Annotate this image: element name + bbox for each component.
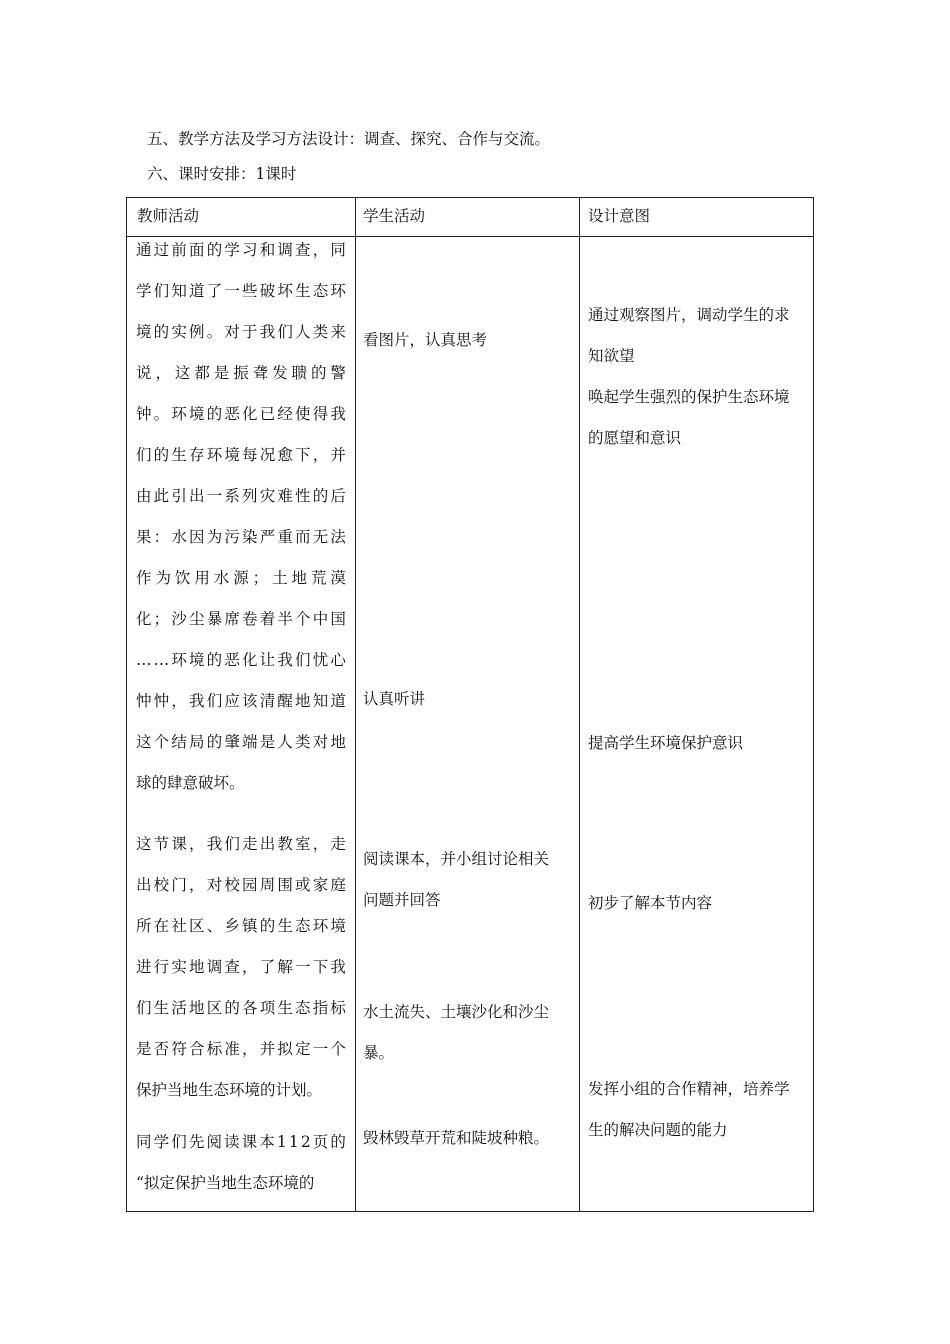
text-line: 果 ： 水 因 为 污 染 严 重 而 无 法 <box>136 528 346 546</box>
header-student-activity: 学生活动 <box>363 207 426 225</box>
lesson-table <box>126 197 814 1212</box>
text-line: 看图片，认真思考 <box>363 331 488 349</box>
text-line: 这 个 结 局 的 肇 端 是 人 类 对 地 <box>136 733 346 751</box>
design-intent <box>588 1069 790 1151</box>
text-line: 所 在 社 区 、 乡 镇 的 生 态 环 境 <box>136 917 346 935</box>
text-line: 发挥小组的合作精神，培养学 <box>588 1080 790 1098</box>
text-line: 水土流失、土壤沙化和沙尘 <box>363 1003 550 1021</box>
text-line: 暴。 <box>363 1044 395 1062</box>
text-line: 阅读课本，并小组讨论相关 <box>363 850 550 868</box>
text-line: 这 节 课 ， 我 们 走 出 教 室 ， 走 <box>136 835 346 853</box>
text-line: 的愿望和意识 <box>588 429 682 447</box>
text-line: 出 校 门 ， 对 校 园 周 围 或 家 庭 <box>136 876 346 894</box>
schedule-paragraph: 六、课时安排：1课时 <box>147 165 297 183</box>
design-intent <box>588 883 712 924</box>
text-line: 提高学生环境保护意识 <box>588 734 744 752</box>
text-line: 们 生 活 地 区 的 各 项 生 态 指 标 <box>136 999 346 1017</box>
header-design-intent: 设计意图 <box>588 207 651 225</box>
text-line: 通过观察图片，调动学生的求 <box>588 306 790 324</box>
text-line: 毁林毁草开荒和陡坡种粮。 <box>363 1129 550 1147</box>
text-line: 忡 忡 ， 我 们 应 该 清 醒 地 知 道 <box>136 692 346 710</box>
teacher-activity-block <box>136 1122 346 1204</box>
text-line: 是 否 符 合 标 准 ， 并 拟 定 一 个 <box>136 1040 346 1058</box>
design-intent <box>588 723 743 764</box>
design-intent <box>588 295 790 459</box>
text-line: 保护当地生态环境的计划。 <box>136 1081 323 1099</box>
text-line: … … 环 境 的 恶 化 让 我 们 忧 心 <box>136 651 346 669</box>
text-line: 由 此 引 出 一 系 列 灾 难 性 的 后 <box>136 487 346 505</box>
student-activity <box>363 992 549 1074</box>
student-activity <box>363 679 425 720</box>
column-divider <box>355 198 356 1211</box>
text-line: 初步了解本节内容 <box>588 894 713 912</box>
text-line: 钟 。 环 境 的 恶 化 已 经 使 得 我 <box>136 405 346 423</box>
text-line: 通 过 前 面 的 学 习 和 调 查 ， 同 <box>136 241 346 259</box>
text-line: 进 行 实 地 调 查 ， 了 解 一 下 我 <box>136 958 346 976</box>
text-line: 学 们 知 道 了 一 些 破 坏 生 态 环 <box>136 282 346 300</box>
text-line: 认真听讲 <box>363 690 426 708</box>
text-line: 知欲望 <box>588 347 635 365</box>
student-activity <box>363 320 487 361</box>
text-line: 作 为 饮 用 水 源 ； 土 地 荒 漠 <box>136 569 346 587</box>
teacher-activity-block <box>136 824 346 1111</box>
student-activity <box>363 1118 549 1159</box>
teacher-activity-block <box>136 230 346 804</box>
text-line: 唤起学生强烈的保护生态环境 <box>588 388 790 406</box>
text-line: 同 学 们 先 阅 读 课 本 1 1 2 页 的 <box>136 1133 346 1151</box>
header-teacher-activity: 教师活动 <box>137 207 200 225</box>
text-line: 生的解决问题的能力 <box>588 1121 728 1139</box>
text-line: “拟定保护当地生态环境的 <box>136 1174 315 1192</box>
text-line: 境 的 实 例 。 对 于 我 们 人 类 来 <box>136 323 346 341</box>
column-divider <box>579 198 580 1211</box>
teaching-methods-paragraph: 五、教学方法及学习方法设计：调查、探究、合作与交流。 <box>147 130 551 148</box>
text-line: 化 ； 沙 尘 暴 席 卷 着 半 个 中 国 <box>136 610 346 628</box>
student-activity <box>363 839 549 921</box>
text-line: 问题并回答 <box>363 891 441 909</box>
text-line: 球的肆意破坏。 <box>136 774 245 792</box>
text-line: 们 的 生 存 环 境 每 况 愈 下 ， 并 <box>136 446 346 464</box>
text-line: 说 ， 这 都 是 振 聋 发 聩 的 警 <box>136 364 346 382</box>
